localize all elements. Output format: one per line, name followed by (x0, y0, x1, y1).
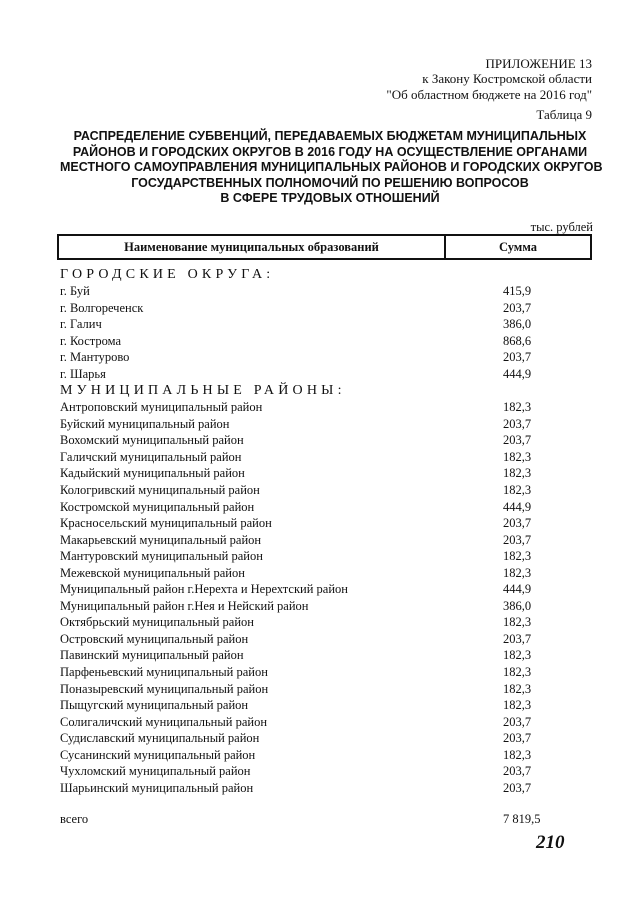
subsidy-amount: 182,3 (503, 648, 532, 663)
title-line: ГОСУДАРСТВЕННЫХ ПОЛНОМОЧИЙ ПО РЕШЕНИЮ ВОПРОСОВ (131, 175, 529, 190)
municipality-name: Вохомский муниципальный район (60, 433, 244, 448)
table-row (60, 681, 590, 698)
table-row (60, 300, 590, 317)
subsidy-amount: 182,3 (503, 483, 532, 498)
table-number: Таблица 9 (536, 107, 592, 122)
subsidy-amount: 203,7 (503, 731, 532, 746)
subsidy-amount: 182,3 (503, 747, 532, 762)
municipality-name: Парфеньевский муниципальный район (60, 665, 268, 680)
municipality-name: г. Мантурово (60, 350, 130, 365)
table-row (60, 548, 590, 565)
subsidy-amount: 386,0 (503, 317, 532, 332)
municipality-name: Пыщугский муниципальный район (60, 698, 249, 713)
table-row (60, 349, 590, 366)
municipality-name: Межевской муниципальный район (60, 565, 245, 580)
subsidy-amount: 182,3 (503, 681, 532, 696)
subsidy-amount: 203,7 (503, 714, 532, 729)
law-title: "Об областном бюджете на 2016 год" (386, 87, 592, 102)
municipality-name: г. Волгореченск (60, 300, 144, 315)
handwritten-page-number (534, 831, 578, 853)
table-row (60, 366, 590, 383)
municipality-name: Буйский муниципальный район (60, 416, 230, 431)
subsidy-amount: 444,9 (503, 499, 532, 514)
subsidy-amount: 444,9 (503, 366, 532, 381)
table-row (60, 499, 590, 516)
table-row (60, 747, 590, 764)
total-label: всего (60, 812, 89, 826)
table-row (60, 780, 590, 797)
total-row (60, 812, 590, 828)
subsidy-amount: 182,3 (503, 449, 532, 464)
column-header-sum: Сумма (499, 239, 537, 254)
municipality-name: г. Буй (60, 284, 90, 298)
table-row (60, 283, 590, 300)
municipality-name: г. Шарья (60, 366, 106, 381)
total-value: 7 819,5 (503, 812, 541, 826)
table-row (60, 482, 590, 499)
table-row (60, 316, 590, 333)
municipality-name: Красносельский муниципальный район (60, 516, 272, 531)
subsidy-amount: 386,0 (503, 598, 532, 613)
municipality-name: Островский муниципальный район (60, 631, 249, 646)
municipality-name: Судиславский муниципальный район (60, 731, 260, 746)
municipality-name: Макарьевский муниципальный район (60, 532, 262, 547)
municipality-name: Поназыревский муниципальный район (60, 681, 269, 696)
municipality-name: Сусанинский муниципальный район (60, 747, 256, 762)
subsidy-amount: 203,7 (503, 433, 532, 448)
table-row (60, 697, 590, 714)
municipality-name: Кадыйский муниципальный район (60, 466, 245, 481)
municipality-name: Мантуровский муниципальный район (60, 549, 263, 564)
municipality-name: Октябрьский муниципальный район (60, 615, 254, 630)
subsidy-amount: 182,3 (503, 466, 532, 481)
table-header (57, 234, 592, 260)
subsidy-amount: 868,6 (503, 333, 532, 348)
table-row (60, 449, 590, 466)
table-row (60, 730, 590, 747)
subsidy-amount: 203,7 (503, 764, 532, 779)
table-row (60, 614, 590, 631)
subsidy-amount: 203,7 (503, 416, 532, 431)
section-heading: МУНИЦИПАЛЬНЫЕ РАЙОНЫ: (60, 383, 346, 399)
column-header-name: Наименование муниципальных образований (59, 236, 446, 258)
table-row (60, 714, 590, 731)
municipality-name: Галичский муниципальный район (60, 449, 242, 464)
table-row (60, 399, 590, 416)
subsidy-amount: 203,7 (503, 532, 532, 547)
municipality-name: Солигаличский муниципальный район (60, 714, 268, 729)
document-title (60, 129, 603, 207)
table-row (60, 647, 590, 664)
table-row (60, 581, 590, 598)
table-row (60, 532, 590, 549)
page-number-text: 210 (536, 832, 565, 853)
municipality-name: Муниципальный район г.Нея и Нейский район (60, 598, 309, 613)
table-row (60, 432, 590, 449)
municipality-name: г. Галич (60, 317, 102, 332)
municipality-name: г. Кострома (60, 333, 122, 348)
municipality-name: Чухломский муниципальный район (60, 764, 251, 779)
title-line: РАЙОНОВ И ГОРОДСКИХ ОКРУГОВ В 2016 ГОДУ НА ОСУЩЕСТВЛЕНИЕ ОРГАНАМИ (72, 144, 588, 159)
subsidy-amount: 182,3 (503, 565, 532, 580)
municipality-name: Муниципальный район г.Нерехта и Нерехтский район (60, 582, 348, 597)
subsidy-amount: 182,3 (503, 698, 532, 713)
title-line: В СФЕРЕ ТРУДОВЫХ ОТНОШЕНИЙ (220, 191, 440, 206)
subsidy-amount: 203,7 (503, 350, 532, 365)
table-row (60, 465, 590, 482)
subsidy-amount: 182,3 (503, 400, 532, 415)
subsidy-amount: 203,7 (503, 780, 532, 795)
municipality-name: Антроповский муниципальный район (60, 400, 263, 415)
title-line: РАСПРЕДЕЛЕНИЕ СУБВЕНЦИЙ, ПЕРЕДАВАЕМЫХ БЮДЖЕТАМ МУНИЦИПАЛЬНЫХ (73, 129, 587, 143)
table-body (60, 266, 590, 796)
municipality-name: Шарьинский муниципальный район (60, 780, 254, 795)
table-row (60, 333, 590, 350)
subsidy-amount: 182,3 (503, 665, 532, 680)
municipality-name: Костромской муниципальный район (60, 499, 255, 514)
municipality-name: Павинский муниципальный район (60, 648, 244, 663)
table-row (60, 631, 590, 648)
table-row (60, 598, 590, 615)
municipality-name: Кологривский муниципальный район (60, 483, 260, 498)
page-number (534, 831, 578, 858)
units-label: тыс. рублей (530, 220, 593, 234)
title-line: МЕСТНОГО САМОУПРАВЛЕНИЯ МУНИЦИПАЛЬНЫХ РАЙОНОВ И ГОРОДСКИХ ОКРУГОВ (60, 160, 603, 175)
table-row (60, 416, 590, 433)
table-row (60, 763, 590, 780)
table-row (60, 515, 590, 532)
subsidy-amount: 444,9 (503, 582, 532, 597)
appendix-label: ПРИЛОЖЕНИЕ 13 (485, 56, 592, 71)
subsidy-amount: 182,3 (503, 615, 532, 630)
section-heading: ГОРОДСКИЕ ОКРУГА: (60, 267, 275, 282)
subsidy-amount: 203,7 (503, 516, 532, 531)
subsidy-amount: 182,3 (503, 549, 532, 564)
law-reference: к Закону Костромской области (422, 71, 592, 86)
table-row (60, 664, 590, 681)
table-row (60, 565, 590, 582)
subsidy-amount: 203,7 (503, 300, 532, 315)
subsidy-amount: 415,9 (503, 284, 532, 298)
subsidy-amount: 203,7 (503, 631, 532, 646)
